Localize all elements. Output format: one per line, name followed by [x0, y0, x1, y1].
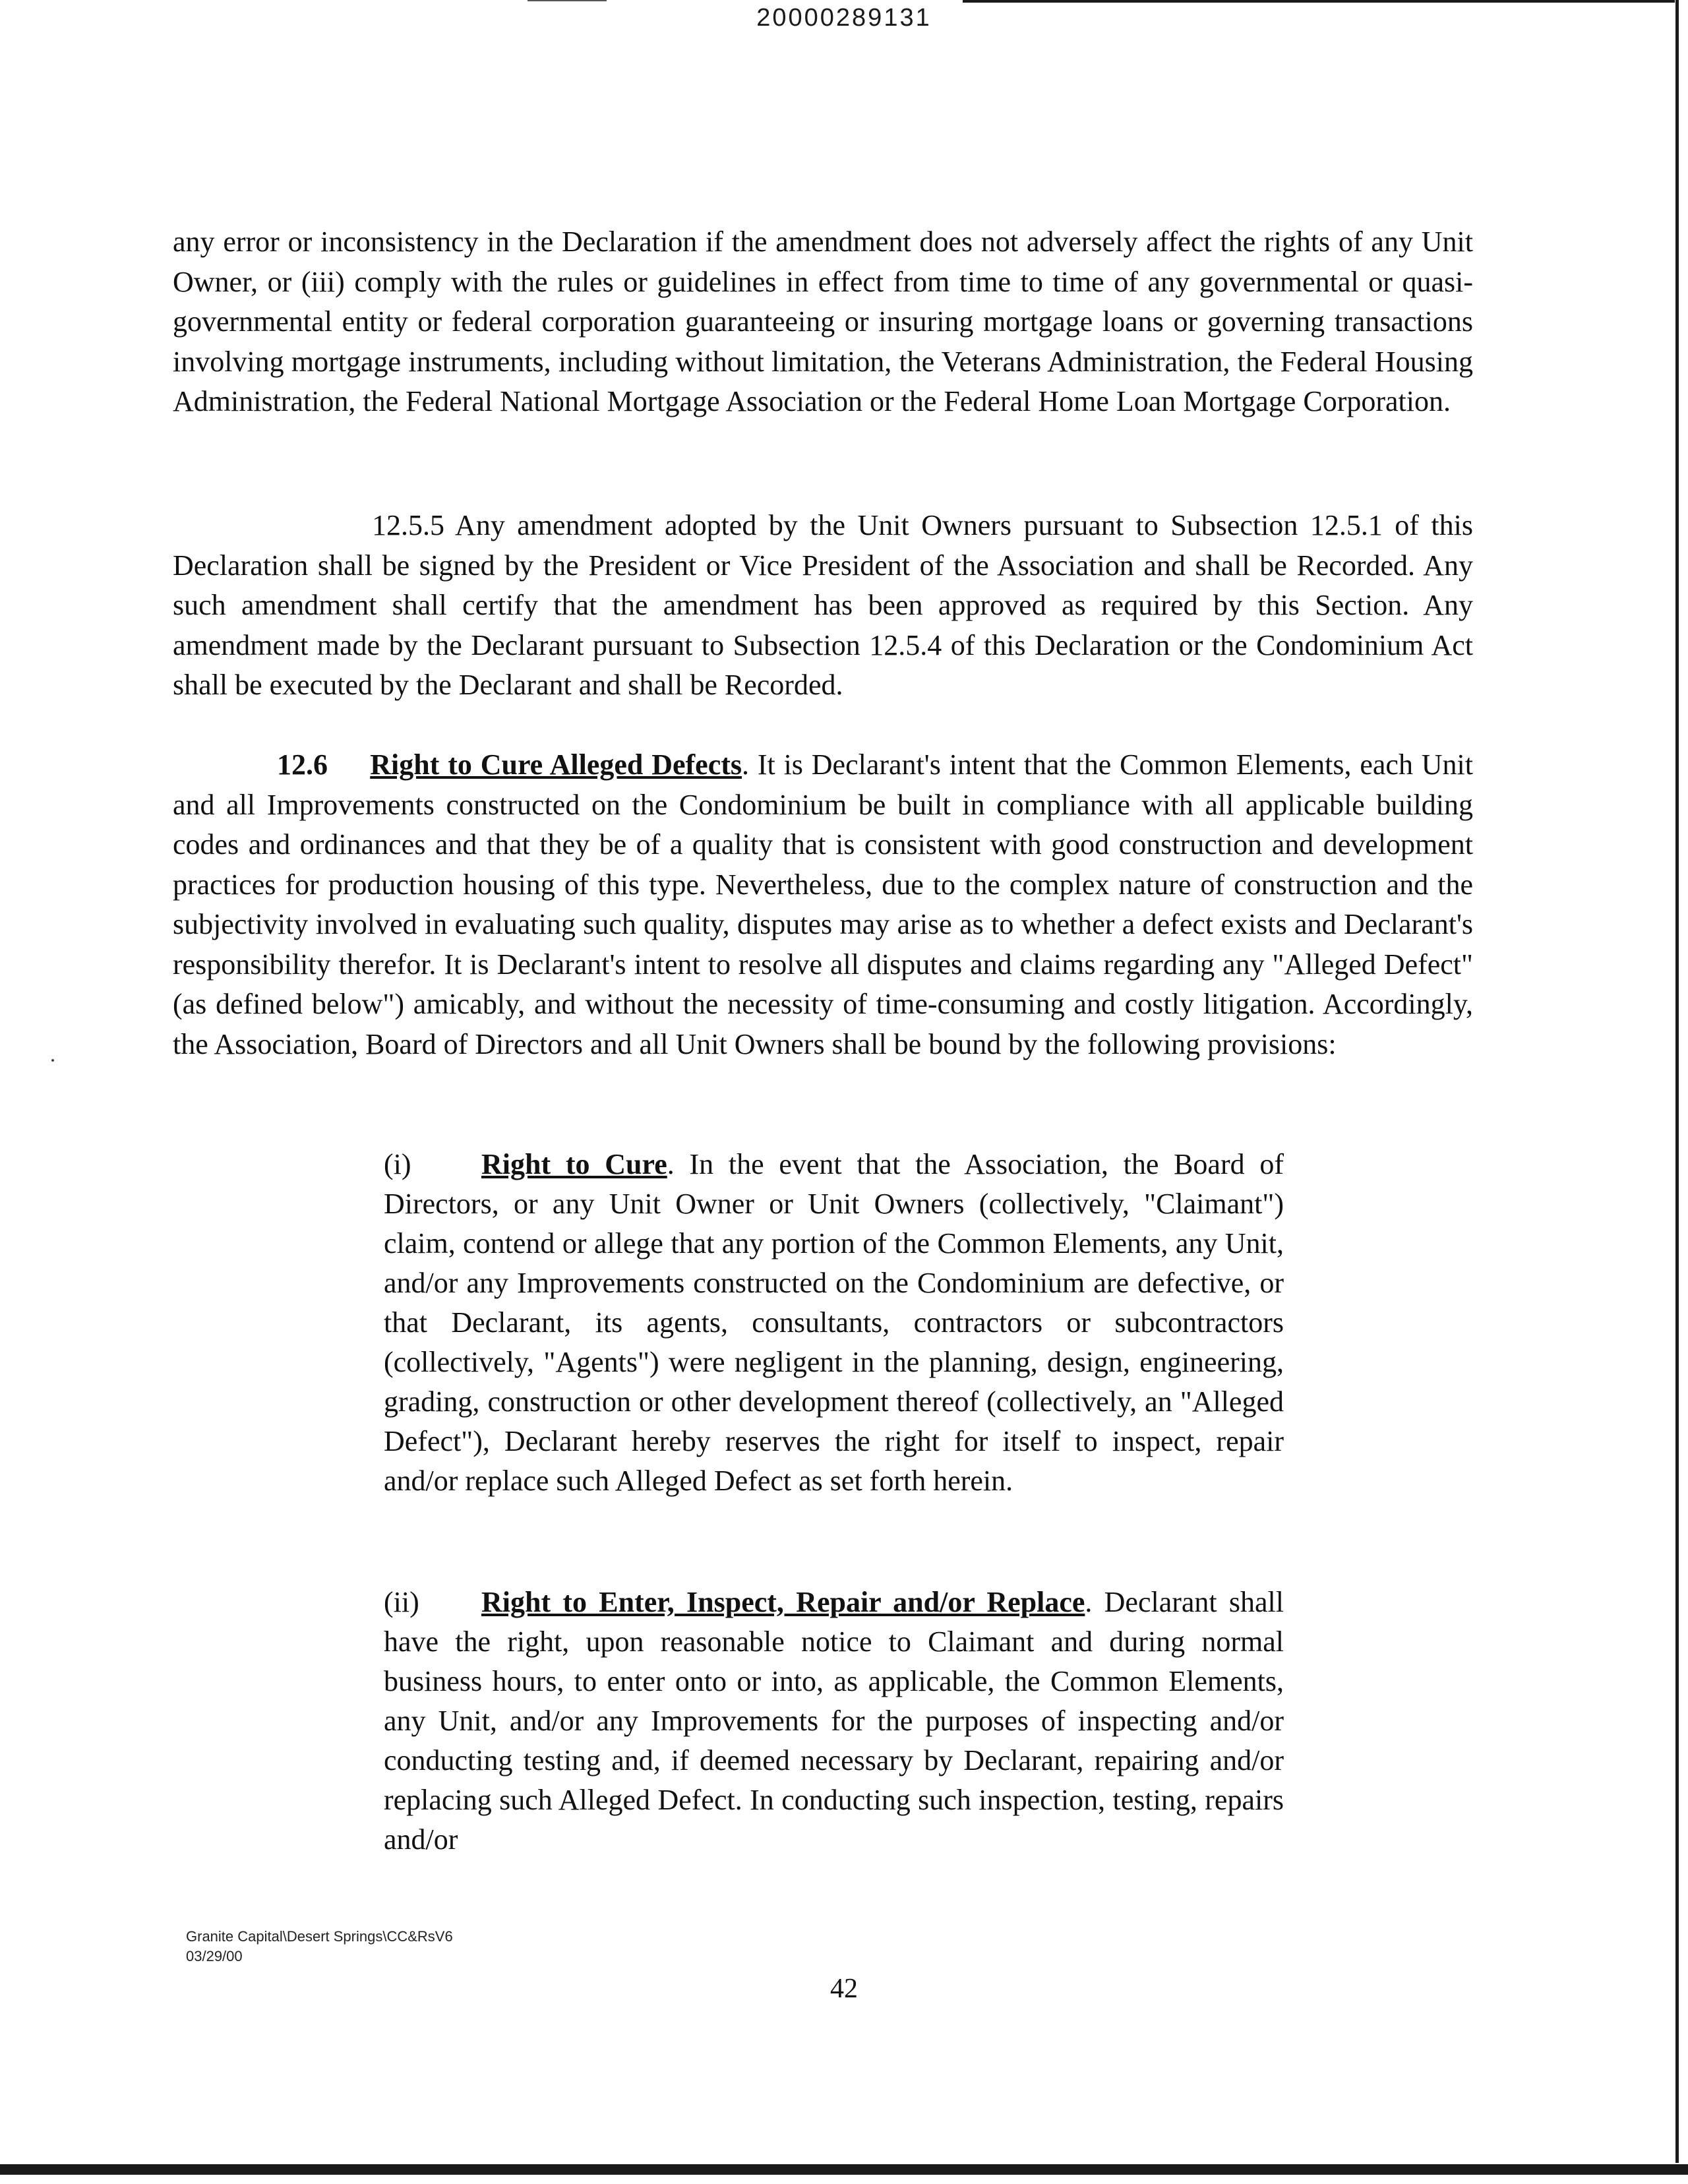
- footer-file-info: [186, 1927, 453, 1966]
- item-i: [384, 1145, 1284, 1501]
- page-number: 42: [830, 1974, 858, 2004]
- paragraph-continuation-text: any error or inconsistency in the Declaration if the amendment does not adversely affect the rights of any Unit Owner, or (iii) comply with the rules or guidelines in effect from time to time of any governmental or quasi-governmental entity or federal corporation guaranteeing or insuring mortgage loans or governing transactions involving mortgage instruments, including without limitation, the Veterans Administration, the Federal Housing Administration, the Federal National Mortgage Association or the Federal Home Loan Mortgage Corporation.: [173, 226, 1473, 417]
- item-ii: [384, 1583, 1284, 1860]
- section-12-6-number: 12.6: [277, 748, 328, 781]
- page-right-border: [1675, 0, 1679, 2163]
- section-12-6-heading: Right to Cure Alleged Defects: [370, 748, 742, 781]
- item-i-number: (i): [384, 1148, 411, 1180]
- document-id: 20000289131: [756, 4, 932, 32]
- page-top-border: [963, 0, 1675, 3]
- item-ii-number: (ii): [384, 1586, 419, 1618]
- footer-date: 03/29/00: [186, 1948, 243, 1964]
- page-bottom-border: [0, 2164, 1688, 2175]
- item-ii-heading: Right to Enter, Inspect, Repair and/or Replace: [481, 1586, 1085, 1618]
- section-12-6: [173, 745, 1473, 1064]
- footer-file-path: Granite Capital\Desert Springs\CC&RsV6: [186, 1928, 453, 1945]
- scan-mark: [528, 0, 607, 1]
- item-ii-text: . Declarant shall have the right, upon reasonable notice to Claimant and during normal business hours, to enter onto or into, as applicable, the Common Elements, any Unit, and/or any Improvements for the purposes of inspecting and/or conducting testing and, if deemed necessary by Declarant, repairing and/or replacing such Alleged Defect. In conducting such inspection, testing, repairs and/or: [384, 1586, 1284, 1856]
- paragraph-continuation: [173, 222, 1473, 422]
- item-i-heading: Right to Cure: [481, 1148, 667, 1180]
- item-i-text: . In the event that the Association, the Board of Directors, or any Unit Owner or Unit Owners (collectively, "Claimant") claim, contend or allege that any portion of the Common Elements, any Unit, and/or any Improvements constructed on the Condominium are defective, or that Declarant, its agents, consultants, contractors or subcontractors (collectively, "Agents") were negligent in the planning, design, engineering, grading, construction or other development thereof (collectively, an "Alleged Defect"), Declarant hereby reserves the right for itself to inspect, repair and/or replace such Alleged Defect as set forth herein.: [384, 1148, 1284, 1497]
- scan-speck: [51, 1059, 54, 1062]
- paragraph-12-5-5: [173, 506, 1473, 706]
- section-12-6-text: . It is Declarant's intent that the Common Elements, each Unit and all Improvements constructed on the Condominium be built in compliance with all applicable building codes and ordinances and that they be of a quality that is consistent with good construction and development practices for production housing of this type. Nevertheless, due to the complex nature of construction and the subjectivity involved in evaluating such quality, disputes may arise as to whether a defect exists and Declarant's responsibility therefor. It is Declarant's intent to resolve all disputes and claims regarding any "Alleged Defect" (as defined below") amicably, and without the necessity of time-consuming and costly litigation. Accordingly, the Association, Board of Directors and all Unit Owners shall be bound by the following provisions:: [173, 748, 1474, 1060]
- paragraph-12-5-5-text: 12.5.5 Any amendment adopted by the Unit Owners pursuant to Subsection 12.5.1 of this Declaration shall be signed by the President or Vice President of the Association and shall be Recorded. Any such amendment shall certify that the amendment has been approved as required by this Section. Any amendment made by the Declarant pursuant to Subsection 12.5.4 of this Declaration or the Condominium Act shall be executed by the Declarant and shall be Recorded.: [173, 509, 1473, 701]
